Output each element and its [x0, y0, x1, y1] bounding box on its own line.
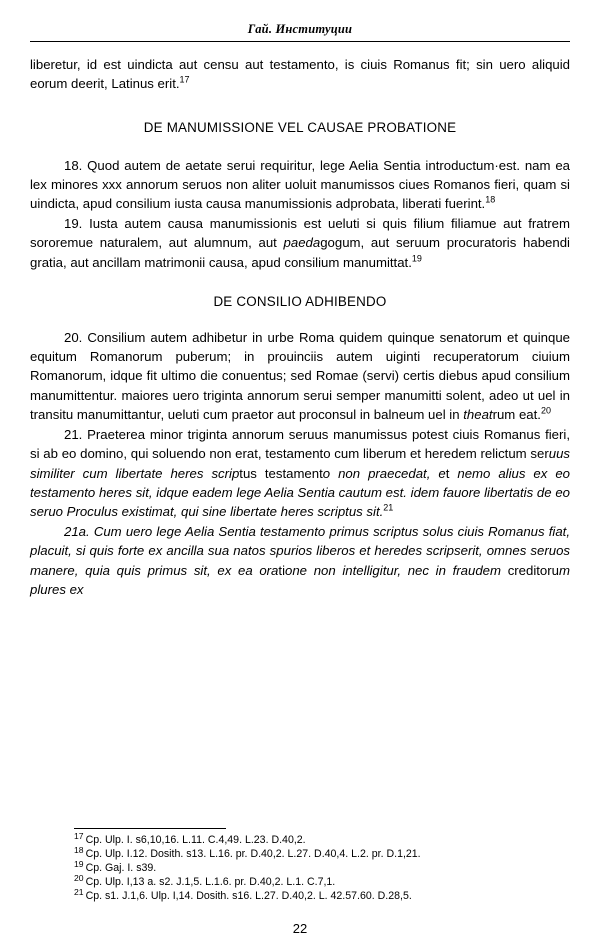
footnote-ref-19: 19 — [411, 253, 422, 264]
footnote-text: Cp. Ulp. I. s6,10,16. L.11. C.4,49. L.23. D.40,2. — [85, 834, 306, 847]
section-heading-consilio: DE CONSILIO ADHIBENDO — [213, 293, 387, 309]
paragraph-19-part-b: gogum, aut seruum procuratoris habendi gratia, aut ancillam matrimonii causa, apu — [30, 235, 570, 270]
paragraph-18 — [30, 156, 570, 214]
footnote-item — [30, 872, 570, 890]
paragraph-21-italic-2: scrip — [211, 465, 240, 481]
paragraph-19-italic: paeda — [283, 235, 321, 251]
paragraph-19 — [30, 214, 570, 272]
footnote-ref-20: 20 — [540, 405, 551, 416]
paragraph-21a-italic-2: one non intelligitur, nec in fraudem — [285, 562, 508, 578]
paragraph-21-italic-3: o non praecedat, e — [322, 465, 446, 481]
footnote-number: 17 — [74, 830, 84, 841]
footnote-item — [30, 858, 570, 876]
footnote-number: 19 — [74, 858, 84, 869]
footnote-ref-17: 17 — [179, 75, 190, 86]
paragraph-18-part-c: d consilium iusta causa manumissionis adprobata, liberati fuerint. — [104, 196, 486, 212]
paragraph-21 — [30, 425, 570, 522]
paragraph-21-italic-4: nemo alius ex eo testamento heres sit, idque eadem lege Aelia Sentia cautum est. idem fauore libertatis de eo seruo Proculus existimat, qui sine libertate heres scriptus sit. — [30, 465, 571, 520]
paragraph-19-part-c: d consilium manumittat. — [273, 254, 412, 270]
footnote-ref-21: 21 — [383, 502, 394, 513]
document-body — [30, 55, 570, 599]
paragraph-opening-text: liberetur, id est uindicta aut censu aut testamento, is ciuis Romanus fit; sin uero aliquid eorum deerit, Latinus erit. — [30, 57, 570, 92]
paragraph-21a-part-b: ti — [278, 562, 285, 578]
footnote-number: 21 — [74, 886, 84, 897]
footnote-item — [30, 830, 570, 848]
footnote-text: Cp. Ulp. I,13 a. s2. J.1,5. L.1.6. pr. D.40,2. L.1. C.7,1. — [85, 876, 336, 889]
paragraph-18-part-b: est. nam ea lex minores xxx annorum seruos non aliter uoluit manumissos ciues Romanos fieri, quam si uindicta, apu — [30, 157, 571, 212]
paragraph-21-part-d: t — [445, 465, 458, 481]
paragraph-18-part-a: 18. Quod autem de aetate serui requiritur, lege Aelia Sentia introductum — [64, 157, 495, 173]
running-head: Гай. Институции — [247, 22, 353, 36]
header-divider — [30, 41, 570, 42]
paragraph-19-part-a: 19. Iusta autem causa manumissionis est ueluti si quis filium filiamue aut fratrem sororemue naturalem, aut alumnum, aut — [30, 215, 570, 251]
footnote-number: 18 — [74, 844, 84, 855]
page-number: 22 — [292, 921, 308, 936]
footnote-item — [30, 886, 570, 904]
footnote-number: 20 — [74, 872, 84, 883]
paragraph-20-part-d: rum eat. — [492, 407, 541, 423]
paragraph-20 — [30, 328, 570, 425]
raised-dot: · — [494, 157, 499, 173]
paragraph-21a-part-c: creditoru — [507, 562, 559, 578]
footnote-divider — [74, 828, 226, 829]
footnotes-block — [30, 828, 570, 904]
paragraph-opening — [30, 55, 570, 94]
paragraph-21a-italic-1: 21a. Cum uero lege Aelia Sentia testamento primus scriptus solus ciuis Romanus fiat, placuit, si quis forte ex ancilla sua natos spurios liberos et heredes scripserit, omnes seruos manere, quia quis primus sit, ex ea ora — [30, 523, 570, 578]
footnote-ref-18: 18 — [485, 194, 496, 205]
section-heading-manumissione: DE MANUMISSIONE VEL CAUSAE PROBATIONE — [143, 119, 457, 135]
footnote-text: Cp. s1. J.1,6. Ulp. I,14. Dosith. s16. L.27. D.40,2. L. 42.57.60. D.28,5. — [85, 890, 412, 903]
paragraph-21-part-c: tus testament — [239, 465, 323, 481]
paragraph-21-italic-1: uus similiter cum libertate heres — [30, 446, 570, 481]
paragraph-20-part-a: 20. Consilium autem adhibetur in urbe Roma quidem quinque senatorum et quinque — [64, 329, 570, 345]
paragraph-20-part-b: equitum Romanorum puberum; in prouinciis autem uiginti recuperatorum ciuium Romanorum, idque fit ultimo die conuentus; sed Romae (servi) certis diebus apu — [30, 349, 570, 384]
footnote-item — [30, 844, 570, 862]
footnote-text: Cp. Ulp. I.12. Dosith. s13. L.16. pr. D.40,2. L.27. D.40,4. L.2. pr. D.1,21. — [85, 848, 421, 861]
footnote-text: Cp. Gaj. I. s39. — [85, 862, 157, 875]
paragraph-20-part-c: d consilium manumittentur. maiores uero triginta annorum serui semper manumitti solent, adeo ut uel in transitu manumittantur, ueluti cum praetor aut proconsul in balneum uel in — [30, 368, 570, 423]
paragraph-21-part-a: 21. Praeterea minor triginta annorum seruus manumissus potest ciuis Romanus fieri, si ab eo domino, qui soluendo non erat, testamento cum liberum et heredem relictum ser — [30, 426, 570, 462]
paragraph-21a-italic-3: m plures ex — [30, 562, 570, 597]
paragraph-20-italic: theat — [463, 407, 493, 423]
paragraph-21a — [30, 522, 570, 600]
